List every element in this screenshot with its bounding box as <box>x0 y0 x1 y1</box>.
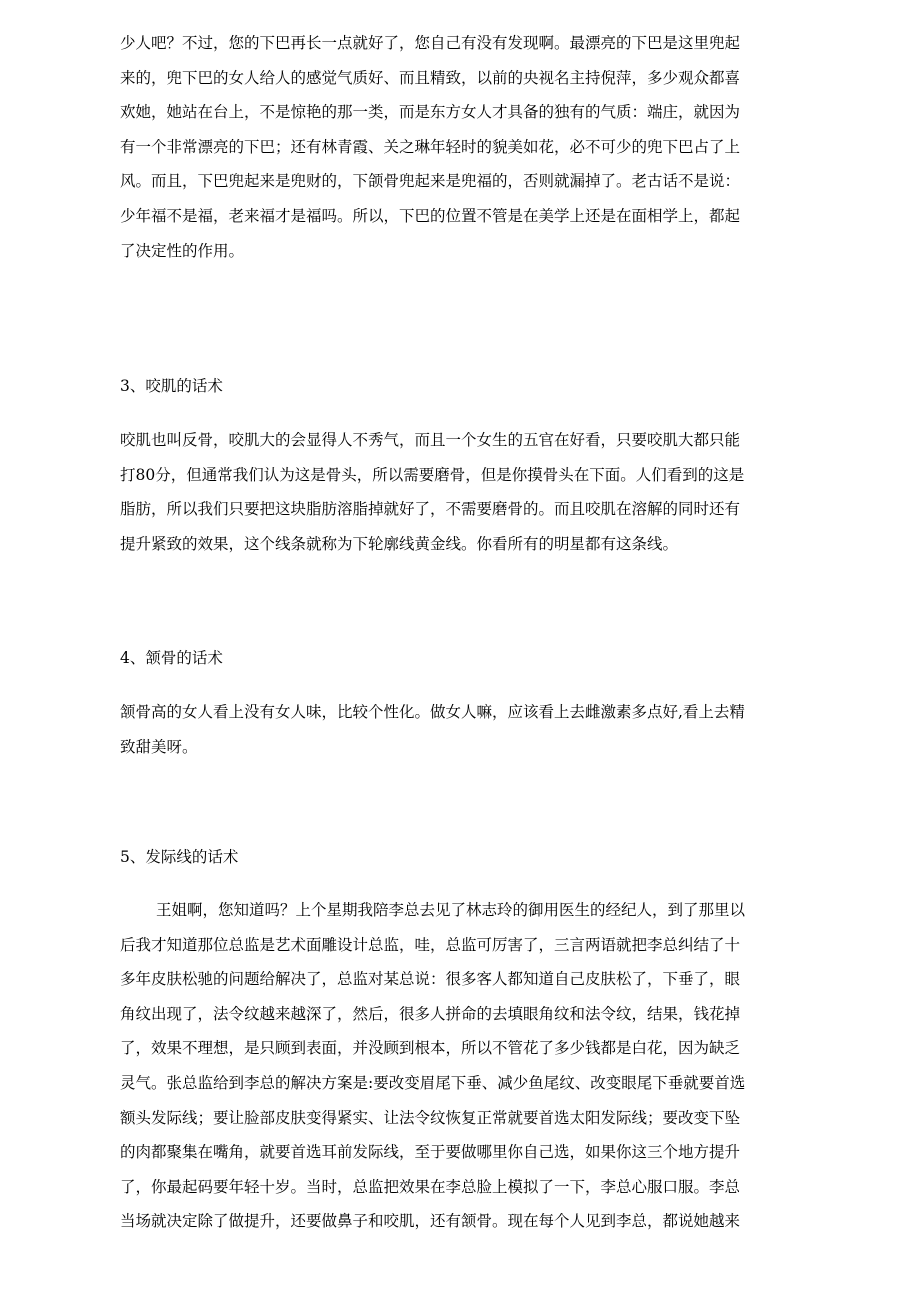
text-line: 咬肌也叫反骨，咬肌大的会显得人不秀气，而且一个女生的五官在好看，只要咬肌大都只能 <box>120 431 741 449</box>
text-line: 当场就决定除了做提升，还要做鼻子和咬肌，还有颔骨。现在每个人见到李总，都说她越来 <box>120 1212 741 1231</box>
text-line: 了决定性的作用。 <box>120 241 245 260</box>
paragraph-cheekbone <box>120 695 810 764</box>
text-line: 欢她，她站在台上，不是惊艳的那一类，而是东方女人才具备的独有的气质：端庄，就因为 <box>120 103 741 122</box>
text-line: 有一个非常漂亮的下巴；还有林青霞、关之琳年轻时的貌美如花，必不可少的兜下巴占了上 <box>120 137 741 156</box>
text-line: 了，你最起码要年轻十岁。当时，总监把效果在李总脸上模拟了一下，李总心服口服。李总 <box>120 1177 741 1196</box>
text-line: 王姐啊，您知道吗？上个星期我陪李总去见了林志玲的御用医生的经纪人，到了那里以 <box>156 901 746 919</box>
text-line: 多年皮肤松驰的问题给解决了，总监对某总说：很多客人都知道自己皮肤松了，下垂了，眼 <box>120 970 741 989</box>
text-line: 的肉都聚集在嘴角，就要首选耳前发际线，至于要做哪里你自己选，如果你这三个地方提升 <box>120 1143 741 1162</box>
paragraph-chin <box>120 26 810 268</box>
section-heading-cheekbone: 4、颔骨的话术 <box>120 649 223 667</box>
text-line: 了，效果不理想，是只顾到表面，并没顾到根本，所以不管花了多少钱都是白花，因为缺乏 <box>120 1039 741 1058</box>
text-line: 灵气。张总监给到李总的解决方案是:要改变眉尾下垂、减少鱼尾纹、改变眼尾下垂就要首选 <box>120 1073 746 1092</box>
text-line: 角纹出现了，法令纹越来越深了，然后，很多人拼命的去填眼角纹和法令纹，结果，钱花掉 <box>120 1004 741 1023</box>
text-line: 额头发际线；要让脸部皮肤变得紧实、让法令纹恢复正常就要首选太阳发际线；要改变下坠 <box>120 1108 741 1127</box>
section-heading-hairline: 5、发际线的话术 <box>120 848 239 866</box>
text-line: 来的，兜下巴的女人给人的感觉气质好、而且精致，以前的央视名主持倪萍，多少观众都喜 <box>120 68 741 87</box>
paragraph-masseter <box>120 423 810 561</box>
text-line: 颔骨高的女人看上没有女人味，比较个性化。做女人嘛，应该看上去雌激素多点好,看上去精 <box>120 703 745 721</box>
text-line: 打80分，但通常我们认为这是骨头，所以需要磨骨，但是你摸骨头在下面。人们看到的这是 <box>120 465 745 484</box>
text-line: 提升紧致的效果，这个线条就称为下轮廓线黄金线。你看所有的明星都有这条线。 <box>120 534 679 553</box>
text-line: 致甜美呀。 <box>120 737 198 756</box>
text-line: 风。而且，下巴兜起来是兜财的，下颌骨兜起来是兜福的，否则就漏掉了。老古话不是说： <box>120 172 741 191</box>
text-line: 后我才知道那位总监是艺术面雕设计总监，哇，总监可厉害了，三言两语就把李总纠结了十 <box>120 935 741 954</box>
paragraph-hairline <box>120 893 810 1239</box>
text-line: 脂肪，所以我们只要把这块脂肪溶脂掉就好了，不需要磨骨的。而且咬肌在溶解的同时还有 <box>120 500 741 519</box>
text-line: 少人吧？不过，您的下巴再长一点就好了，您自己有没有发现啊。最漂亮的下巴是这里兜起 <box>120 34 741 52</box>
section-heading-masseter: 3、咬肌的话术 <box>120 377 223 395</box>
text-line: 少年福不是福，老来福才是福吗。所以，下巴的位置不管是在美学上还是在面相学上，都起 <box>120 206 741 225</box>
